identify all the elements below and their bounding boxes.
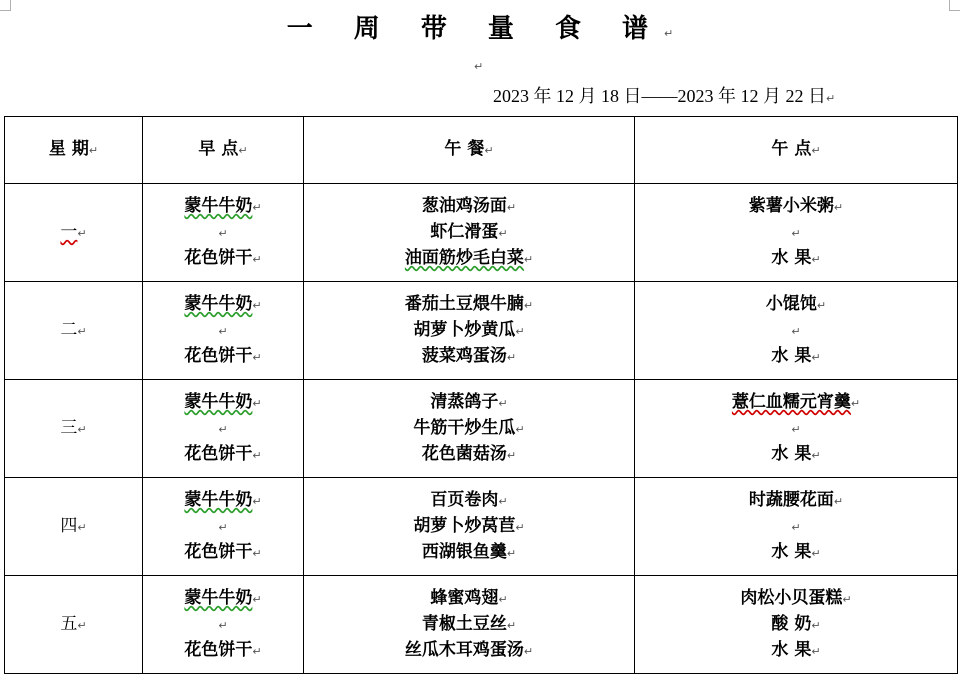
weekday-cell (5, 282, 143, 380)
weekday-cell (5, 380, 143, 478)
paragraph-mark: ↵ (252, 298, 262, 312)
paragraph-mark: ↵ (218, 520, 228, 534)
breakfast-cell (143, 380, 304, 478)
snack-item: 肉松小贝蛋糕↵ (740, 587, 852, 608)
snack-item: 时蔬腰花面↵ (748, 489, 844, 510)
breakfast-cell (143, 282, 304, 380)
lunch-cell (304, 576, 635, 674)
paragraph-mark: ↵ (498, 494, 508, 508)
lunch-item: 胡萝卜炒莴苣↵ (413, 515, 525, 536)
paragraph-mark: ↵ (791, 226, 801, 240)
snack-cell (635, 282, 958, 380)
lunch-item: 丝瓜木耳鸡蛋汤↵ (404, 639, 534, 660)
paragraph-mark: ↵ (77, 324, 87, 338)
weekly-menu-table (4, 116, 958, 674)
snack-item: 水 果↵ (771, 639, 821, 660)
paragraph-mark: ↵ (826, 92, 836, 105)
lunch-item: 葱油鸡汤面↵ (421, 195, 517, 216)
table-row (5, 184, 958, 282)
document-title (0, 8, 960, 45)
breakfast-item (143, 514, 303, 540)
header-weekday: 星 期↵ (5, 117, 143, 184)
empty-paragraph-mark: ↵ (474, 60, 484, 73)
breakfast-item: 花色饼干↵ (184, 345, 262, 366)
paragraph-mark: ↵ (523, 252, 534, 266)
breakfast-item (143, 220, 303, 246)
paragraph-mark: ↵ (811, 252, 821, 266)
lunch-item: 西湖银鱼羹↵ (421, 541, 517, 562)
snack-item (635, 220, 957, 246)
paragraph-mark: ↵ (842, 592, 852, 606)
lunch-cell (304, 380, 635, 478)
lunch-item: 番茄土豆煨牛腩↵ (404, 293, 534, 314)
breakfast-cell (143, 184, 304, 282)
table-row (5, 576, 958, 674)
snack-item: 水 果↵ (771, 443, 821, 464)
paragraph-mark: ↵ (252, 644, 262, 658)
weekday-label: 二 (60, 319, 78, 340)
paragraph-mark: ↵ (850, 396, 861, 410)
table-header-row (5, 117, 958, 184)
paragraph-mark: ↵ (515, 422, 525, 436)
paragraph-mark: ↵ (218, 422, 228, 436)
paragraph-mark: ↵ (523, 298, 534, 312)
lunch-item: 牛筋干炒生瓜↵ (413, 417, 525, 438)
snack-item: 紫薯小米粥↵ (748, 195, 844, 216)
date-range (493, 82, 835, 108)
paragraph-mark: ↵ (833, 494, 844, 508)
paragraph-mark: ↵ (77, 520, 87, 534)
table-row (5, 282, 958, 380)
table-row (5, 478, 958, 576)
breakfast-item (143, 612, 303, 638)
weekday-cell (5, 576, 143, 674)
weekday-cell (5, 184, 143, 282)
paragraph-mark: ↵ (811, 448, 821, 462)
lunch-item: 青椒土豆丝↵ (421, 613, 517, 634)
paragraph-mark: ↵ (218, 226, 228, 240)
paragraph-mark: ↵ (498, 396, 508, 410)
paragraph-mark: ↵ (816, 298, 827, 312)
paragraph-mark: ↵ (252, 448, 262, 462)
lunch-item: 蜂蜜鸡翅↵ (430, 587, 508, 608)
breakfast-item: 蒙牛牛奶↵ (184, 391, 262, 412)
paragraph-mark: ↵ (791, 422, 801, 436)
breakfast-item (143, 318, 303, 344)
paragraph-mark: ↵ (811, 350, 821, 364)
snack-item: 水 果↵ (771, 345, 821, 366)
snack-item (635, 514, 957, 540)
weekday-label: 一 (60, 221, 78, 242)
snack-item: 水 果↵ (771, 247, 821, 268)
paragraph-mark: ↵ (833, 200, 844, 214)
lunch-item: 油面筋炒毛白菜↵ (404, 247, 534, 268)
breakfast-item: 花色饼干↵ (184, 541, 262, 562)
lunch-item: 清蒸鸽子↵ (430, 391, 508, 412)
breakfast-item: 花色饼干↵ (184, 443, 262, 464)
breakfast-cell (143, 576, 304, 674)
paragraph-mark: ↵ (252, 592, 262, 606)
weekday-label: 四 (60, 515, 78, 536)
paragraph-mark: ↵ (252, 200, 262, 214)
lunch-item: 胡萝卜炒黄瓜↵ (413, 319, 525, 340)
paragraph-mark: ↵ (506, 350, 517, 364)
snack-item (635, 318, 957, 344)
paragraph-mark: ↵ (218, 324, 228, 338)
paragraph-mark: ↵ (252, 350, 262, 364)
title-text: 一 周 带 量 食 谱 (286, 14, 665, 44)
breakfast-cell (143, 478, 304, 576)
paragraph-mark: ↵ (811, 546, 821, 560)
paragraph-mark: ↵ (252, 396, 262, 410)
lunch-cell (304, 184, 635, 282)
paragraph-mark: ↵ (498, 592, 508, 606)
paragraph-mark: ↵ (506, 448, 517, 462)
paragraph-mark: ↵ (506, 546, 517, 560)
weekday-label: 五 (60, 613, 78, 634)
lunch-item: 百页卷肉↵ (430, 489, 508, 510)
paragraph-mark: ↵ (506, 618, 517, 632)
snack-cell (635, 478, 958, 576)
breakfast-item (143, 416, 303, 442)
paragraph-mark: ↵ (252, 494, 262, 508)
weekday-label: 三 (60, 417, 78, 438)
date-range-text: 2023 年 12 月 18 日——2023 年 12 月 22 日 (493, 86, 826, 106)
paragraph-mark: ↵ (791, 520, 801, 534)
snack-item (635, 416, 957, 442)
paragraph-mark: ↵ (664, 27, 674, 40)
snack-item: 薏仁血糯元宵羹↵ (731, 391, 861, 412)
paragraph-mark: ↵ (252, 252, 262, 266)
breakfast-item: 花色饼干↵ (184, 639, 262, 660)
snack-item: 水 果↵ (771, 541, 821, 562)
paragraph-mark: ↵ (515, 324, 525, 338)
lunch-item: 花色菌菇汤↵ (421, 443, 517, 464)
breakfast-item: 蒙牛牛奶↵ (184, 587, 262, 608)
paragraph-mark: ↵ (498, 226, 508, 240)
snack-item: 酸 奶↵ (771, 613, 821, 634)
paragraph-mark: ↵ (523, 644, 534, 658)
paragraph-mark: ↵ (252, 546, 262, 560)
paragraph-mark: ↵ (515, 520, 525, 534)
breakfast-item: 蒙牛牛奶↵ (184, 489, 262, 510)
paragraph-mark: ↵ (791, 324, 801, 338)
paragraph-mark: ↵ (811, 618, 821, 632)
lunch-cell (304, 478, 635, 576)
header-snack: 午 点↵ (635, 117, 958, 184)
paragraph-mark: ↵ (811, 644, 821, 658)
lunch-item: 菠菜鸡蛋汤↵ (421, 345, 517, 366)
paragraph-mark: ↵ (218, 618, 228, 632)
paragraph-mark: ↵ (77, 226, 87, 240)
lunch-cell (304, 282, 635, 380)
breakfast-item: 花色饼干↵ (184, 247, 262, 268)
snack-item: 小馄饨↵ (765, 293, 827, 314)
paragraph-mark: ↵ (77, 618, 87, 632)
lunch-item: 虾仁滑蛋↵ (430, 221, 508, 242)
snack-cell (635, 184, 958, 282)
breakfast-item: 蒙牛牛奶↵ (184, 195, 262, 216)
snack-cell (635, 380, 958, 478)
paragraph-mark: ↵ (77, 422, 87, 436)
breakfast-item: 蒙牛牛奶↵ (184, 293, 262, 314)
paragraph-mark: ↵ (506, 200, 517, 214)
header-lunch: 午 餐↵ (304, 117, 635, 184)
weekday-cell (5, 478, 143, 576)
table-row (5, 380, 958, 478)
header-breakfast: 早 点↵ (143, 117, 304, 184)
snack-cell (635, 576, 958, 674)
